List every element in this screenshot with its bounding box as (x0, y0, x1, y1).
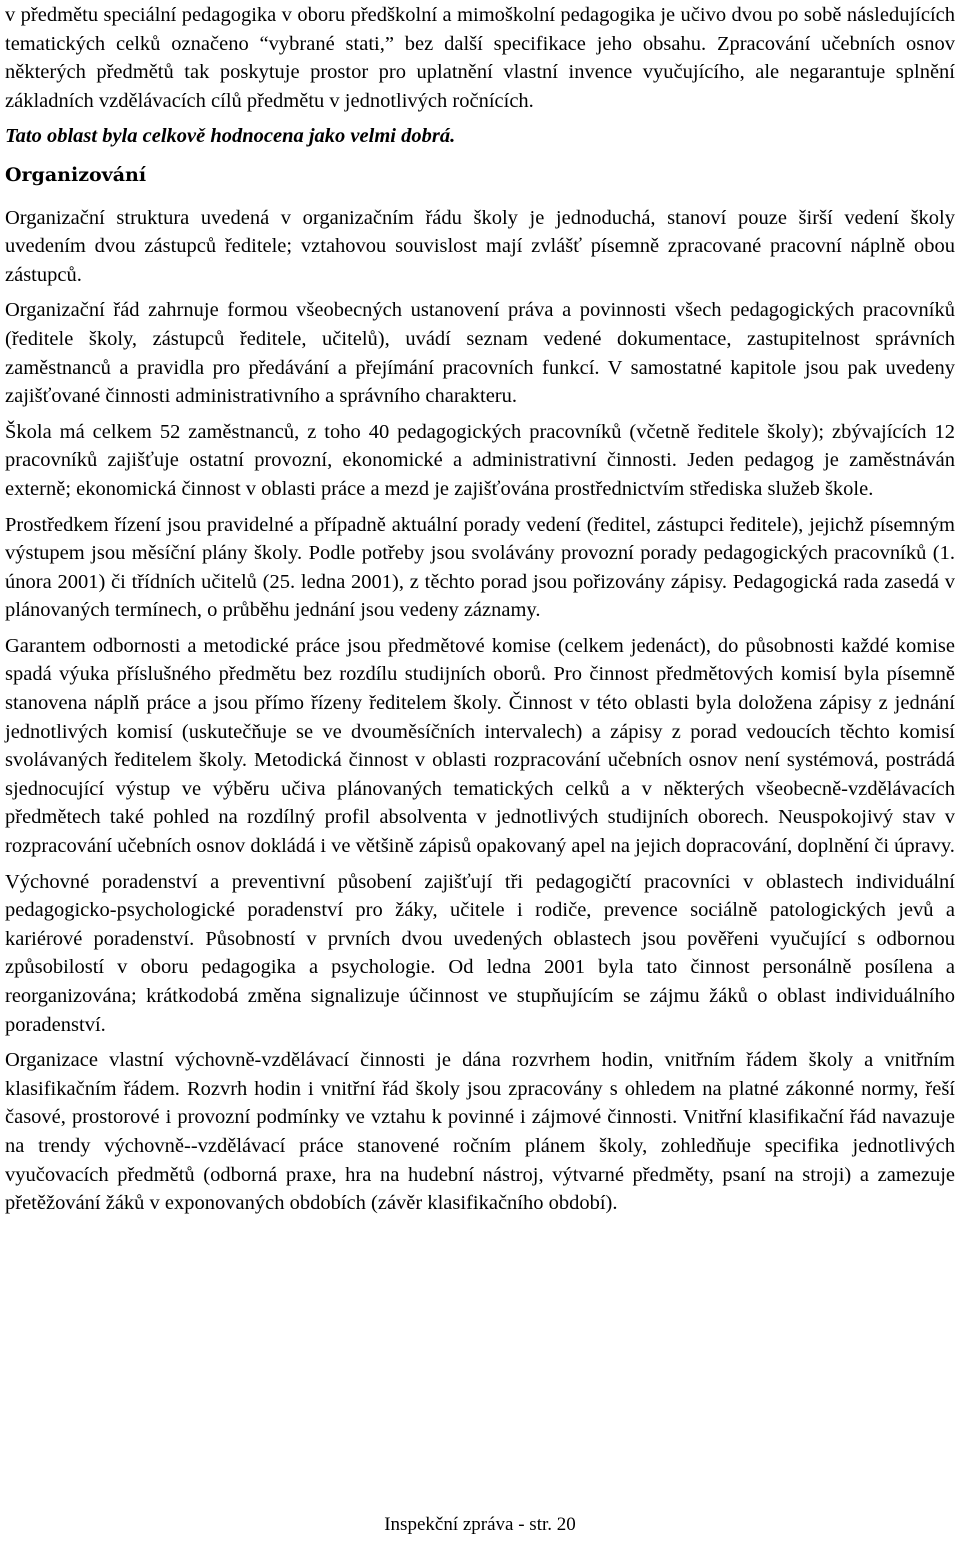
paragraph-subject-committees: Garantem odbornosti a metodické práce jsou předmětové komise (celkem jedenáct), do působnosti každé komise spadá výuka příslušného předmětu bez rozdílu studijních oborů. Pro činnost předmětových komisí byla písemně stanovena náplň práce a jsou přímo řízeny ředitelem školy. Činnost v této oblasti byla doložena zápisy z jednání jednotlivých komisí (uskutečňuje se ve dvouměsíčních intervalech) a zápisy z porad vedoucích těchto komisí svolávaných ředitelem školy. Metodická činnost v oblasti rozpracování učebních osnov není systémová, postrádá sjednocující výstup ve výběru učiva plánovaných tematických celků a v některých všeobecně-vzdělávacích předmětech také pohled na rozdílný profil absolventa v jednotlivých studijních oborech. Neuspokojivý stav v rozpracování učebních osnov dokládá i ve většině zápisů opakovaný apel na jejich dopracování, doplnění či úpravy. (5, 634, 955, 858)
page-footer: Inspekční zpráva - str. 20 (384, 1514, 576, 1535)
evaluation-verdict: Tato oblast byla celkově hodnocena jako velmi dobrá. (5, 125, 456, 148)
paragraph-staff: Škola má celkem 52 zaměstnanců, z toho 40 pedagogických pracovníků (včetně ředitele školy); zbývajících 12 pracovníků zajišťuje ostatní provozní, ekonomické a administrativní činnosti. Jeden pedagog je zaměstnáván externě; ekonomická činnost v oblasti práce a mezd je zajišťována prostřednictvím střediska služeb škole. (5, 420, 955, 500)
paragraph-organization-activities: Organizace vlastní výchovně-vzdělávací činnosti je dána rozvrhem hodin, vnitřním řádem školy a vnitřním klasifikačním řádem. Rozvrh hodin i vnitřní řád školy jsou zpracovány s ohledem na platné zákonné normy, řeší časové, prostorové i provozní podmínky ve vztahu k povinné i zájmové činnosti. Vnitřní klasifikační řád navazuje na trendy výchovně--vzdělávací práce stanovené ročním plánem školy, zohledňuje specifika jednotlivých vyučovacích předmětů (odborná praxe, hra na hudební nástroj, výtvarné předměty, psaní na stroji) a zamezuje přetěžování žáků v exponovaných obdobích (závěr klasifikačního období). (5, 1049, 955, 1215)
section-heading: Organizování (5, 163, 147, 186)
document-page (5, 0, 955, 1225)
paragraph-counselling: Výchovné poradenství a preventivní působení zajišťují tři pedagogičtí pracovníci v oblastech individuální pedagogicko-psychologické poradenství pro žáky, učitele i rodiče, prevence sociálně patologických jevů a kariérové poradenství. Působností v prvních dvou uvedených oblastech jsou pověřeni vyučující s odbornou způsobilostí v oboru pedagogika a psychologie. Od ledna 2001 byla tato činnost personálně posílena a reorganizována; krátkodobá změna signalizuje účinnost ve stupňujícím se zájmu žáků o oblast individuálního poradenství. (5, 870, 955, 1036)
intro-paragraph: v předmětu speciální pedagogika v oboru předškolní a mimoškolní pedagogika je učivo dvou po sobě následujících tematických celků označeno “vybrané stati,” bez další specifikace jeho obsahu. Zpracování učebních osnov některých předmětů tak poskytuje prostor pro uplatnění vlastní invence vyučujícího, ale negarantuje splnění základních vzdělávacích cílů předmětu v jednotlivých ročnících. (5, 4, 955, 112)
paragraph-org-rules: Organizační řád zahrnuje formou všeobecných ustanovení práva a povinnosti všech pedagogických pracovníků (ředitele školy, zástupců ředitele, učitelů), uvádí seznam vedené dokumentace, zastupitelnost správních zaměstnanců a pravidla pro předávání a přejímání pracovních funkcí. V samostatné kapitole jsou pak uvedeny zajišťované činnosti administrativního a správního charakteru. (5, 299, 955, 408)
paragraph-management-meetings: Prostředkem řízení jsou pravidelné a případně aktuální porady vedení (ředitel, zástupci ředitele), jejichž písemným výstupem jsou měsíční plány školy. Podle potřeby jsou svolávány provozní porady pedagogických pracovníků (1. února 2001) či třídních učitelů (25. ledna 2001), z těchto porad jsou pořizovány zápisy. Pedagogická rada zasedá v plánovaných termínech, o průběhu jednání jsou vedeny záznamy. (5, 513, 955, 622)
paragraph-org-structure: Organizační struktura uvedená v organizačním řádu školy je jednoduchá, stanoví pouze širší vedení školy uvedením dvou zástupců ředitele; vztahovou souvislost mají zvlášť písemně zpracované pracovní náplně obou zástupců. (5, 206, 955, 286)
